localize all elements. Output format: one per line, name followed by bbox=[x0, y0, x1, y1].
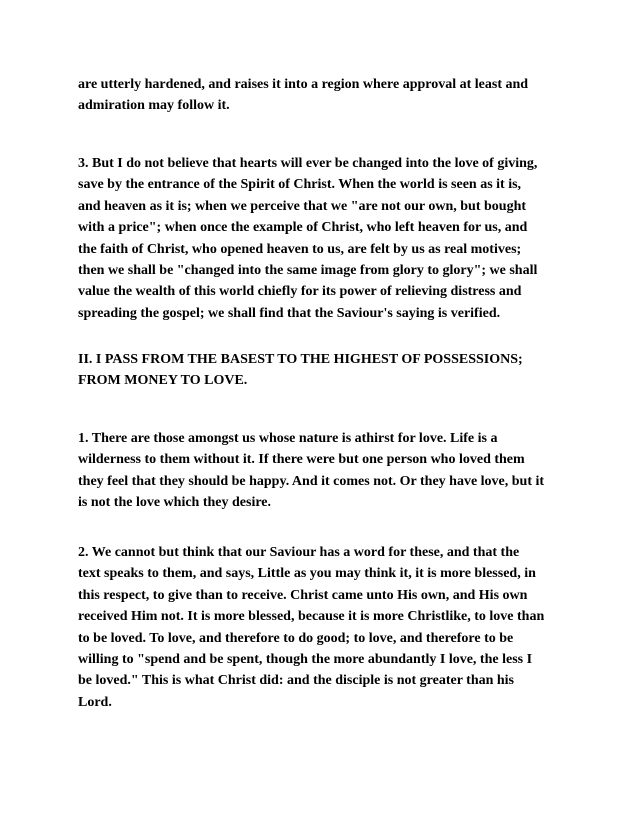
text-line: with a price"; when once the example of Christ, who left heaven for us, and bbox=[78, 220, 528, 236]
paragraph-continuation bbox=[78, 74, 578, 117]
text-line: Lord. bbox=[78, 694, 112, 710]
text-line: text speaks to them, and says, Little as you may think it, it is more blessed, in bbox=[78, 566, 536, 582]
text-line: are utterly hardened, and raises it into a region where approval at least and bbox=[78, 77, 529, 92]
text-line: this respect, to give than to receive. Christ came unto His own, and His own bbox=[78, 587, 528, 603]
text-line: the faith of Christ, who opened heaven to us, are felt by us as real motives; bbox=[78, 241, 522, 257]
text-line: 2. We cannot but think that our Saviour has a word for these, and that the bbox=[78, 545, 520, 560]
text-line: wilderness to them without it. If there were but one person who loved them bbox=[78, 452, 525, 468]
text-line: and heaven as it is; when we perceive that we "are not our own, but bought bbox=[78, 198, 527, 214]
text-line: 1. There are those amongst us whose nature is athirst for love. Life is a bbox=[78, 431, 498, 446]
paragraph-point-1 bbox=[78, 428, 578, 514]
text-line: is not the love which they desire. bbox=[78, 495, 272, 511]
section-heading bbox=[78, 349, 578, 392]
text-line: received Him not. It is more blessed, because it is more Christlike, to love than bbox=[78, 609, 545, 625]
text-line: willing to "spend and be spent, though the more abundantly I love, the less I bbox=[78, 652, 533, 668]
text-line: II. I PASS FROM THE BASEST TO THE HIGHEST OF POSSESSIONS; bbox=[78, 352, 523, 367]
text-line: 3. But I do not believe that hearts will ever be changed into the love of giving, bbox=[78, 156, 538, 171]
text-line: admiration may follow it. bbox=[78, 98, 230, 114]
text-line: be loved." This is what Christ did: and the disciple is not greater than his bbox=[78, 673, 515, 689]
paragraph-point-3 bbox=[78, 153, 578, 324]
text-line: they feel that they should be happy. And it comes not. Or they have love, but it bbox=[78, 473, 545, 489]
text-line: to be loved. To love, and therefore to do good; to love, and therefore to be bbox=[78, 630, 514, 646]
text-line: spreading the gospel; we shall find that the Saviour's saying is verified. bbox=[78, 305, 501, 321]
text-line: value the wealth of this world chiefly for its power of relieving distress and bbox=[78, 284, 522, 300]
text-line: FROM MONEY TO LOVE. bbox=[78, 373, 248, 389]
paragraph-point-2 bbox=[78, 542, 578, 713]
text-line: save by the entrance of the Spirit of Christ. When the world is seen as it is, bbox=[78, 177, 522, 193]
text-line: then we shall be "changed into the same image from glory to glory"; we shall bbox=[78, 263, 538, 279]
